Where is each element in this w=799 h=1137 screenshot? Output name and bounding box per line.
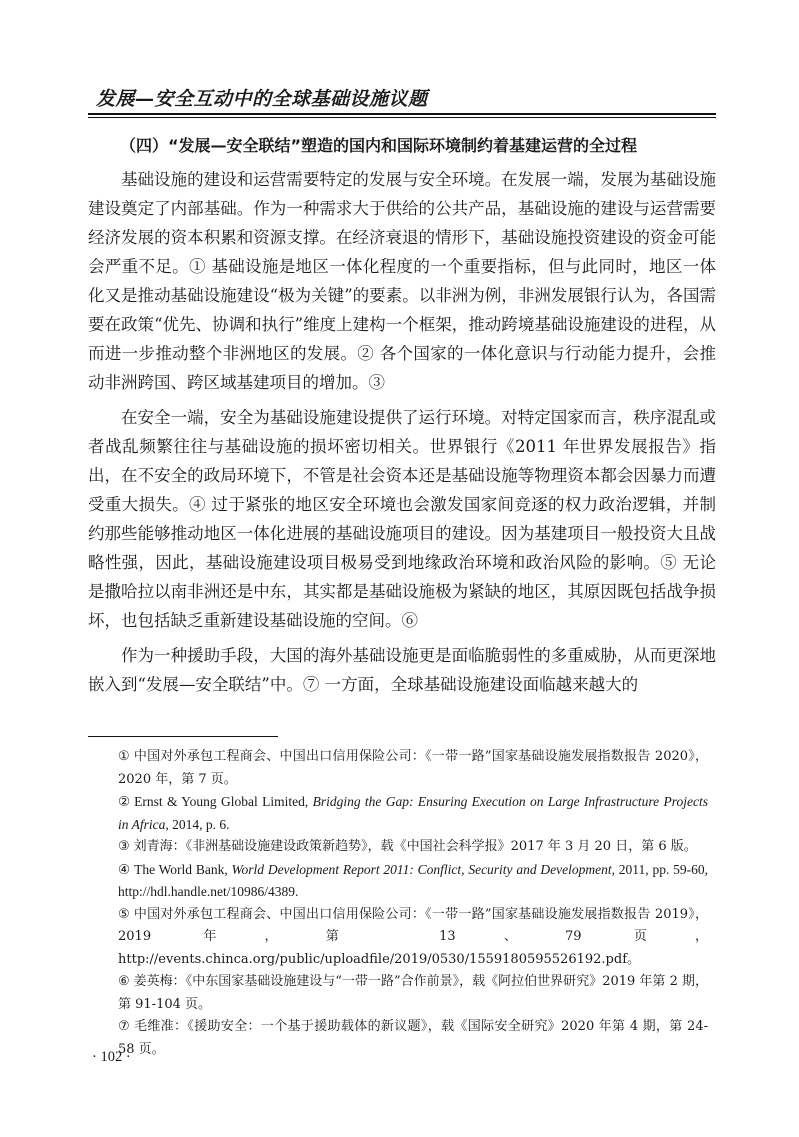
footnote-author: Ernst & Young Global Limited, xyxy=(134,794,313,809)
footnote-3 xyxy=(88,836,708,859)
footnote-text: 毛维准：《援助安全：一个基于援助载体的新议题》，载《国际安全研究》2020 年第 4 期，第 24-58 页。 xyxy=(118,1019,708,1057)
footnote-marker: ① xyxy=(118,749,130,764)
footnote-text: 姜英梅：《中东国家基础设施建设与“一带一路”合作前景》，载《阿拉伯世界研究》2019 年第 2 期，第 91-104 页。 xyxy=(118,974,708,1012)
footnote-title: World Development Report 2011: Conflict, Security and Development xyxy=(231,861,612,877)
footnote-separator xyxy=(88,736,278,737)
section-heading: （四）“发展—安全联结”塑造的国内和国际环境制约着基建运营的全过程 xyxy=(120,136,638,155)
footnote-7 xyxy=(88,1016,708,1061)
footnote-author: The World Bank, xyxy=(134,861,232,877)
footnote-marker: ④ xyxy=(118,861,131,877)
footnote-marker: ② xyxy=(118,794,131,809)
footnote-marker: ⑥ xyxy=(118,974,130,989)
body-paragraph-1: 基础设施的建设和运营需要特定的发展与安全环境。在发展一端，发展为基础设施建设奠定了内部基础。作为一种需求大于供给的公共产品，基础设施的建设与运营需要经济发展的资本积累和资源支撑。在经济衰退的情形下，基础设施投资建设的资金可能会严重不足。① 基础设施是地区一体化程度的一个重要指标，但与此同时，地区一体化又是推动基础设施建设“极为关键”的要素。以非洲为例，非洲发展银行认为，各国需要在政策“优先、协调和执行”维度上建构一个框架，推动跨境基础设施建设的进程，从而进一步推动整个非洲地区的发展。② 各个国家的一体化意识与行动能力提升，会推动非洲跨国、跨区域基建项目的增加。③ xyxy=(88,170,716,392)
body-paragraph-2: 在安全一端，安全为基础设施建设提供了运行环境。对特定国家而言，秩序混乱或者战乱频繁往往与基础设施的损坏密切相关。世界银行《2011 年世界发展报告》指出，在不安全的政局环境下，不管是社会资本还是基础设施等物理资本都会因暴力而遭受重大损失。④ 过于紧张的地区安全环境也会激发国家间竞逐的权力政治逻辑，并制约那些能够推动地区一体化进展的基础设施项目的建设。因为基建项目一般投资大且战略性强，因此，基础设施建设项目极易受到地缘政治环境和政治风险的影响。⑤ 无论是撒哈拉以南非洲还是中东，其实都是基础设施极为紧缺的地区，其原因既包括战争损坏，也包括缺乏重新建设基础设施的空间。⑥ xyxy=(88,408,716,630)
footnote-5 xyxy=(88,904,708,972)
footnote-text: 中国对外承包工程商会、中国出口信用保险公司：《一带一路”国家基础设施发展指数报告 2020》，2020 年，第 7 页。 xyxy=(118,749,708,787)
footnote-4 xyxy=(88,859,708,904)
main-text xyxy=(88,130,716,699)
footnote-text: 中国对外承包工程商会、中国出口信用保险公司：《一带一路”国家基础设施发展指数报告 2019》，2019 年，第 13、79 页，http://events.chinca.org/public/uploadfile/2019/0530/1559180595526192.pdf。 xyxy=(118,906,708,967)
page-number: · 102 · xyxy=(92,1049,131,1065)
footnote-2 xyxy=(88,791,708,836)
header-rule xyxy=(88,113,716,115)
footnote-text: 刘青海：《非洲基础设施建设政策新趋势》，载《中国社会科学报》2017 年 3 月 20 日，第 6 版。 xyxy=(133,839,697,854)
footnote-marker: ⑦ xyxy=(118,1019,130,1034)
header-rule-thin xyxy=(88,117,716,118)
footnotes xyxy=(88,746,708,1061)
footnote-citation: , 2014, p. 6. xyxy=(165,816,230,832)
footnote-title: Bridging the Gap: Ensuring Execution on Large Infrastructure Projects in Africa xyxy=(118,794,709,832)
footnote-citation: , 2011, pp. 59-60, http://hdl.handle.net/10986/4389. xyxy=(118,861,708,899)
body-paragraph-3: 作为一种援助手段，大国的海外基础设施更是面临脆弱性的多重威胁，从而更深地嵌入到“发展—安全联结”中。⑦ 一方面，全球基础设施建设面临越来越大的 xyxy=(88,646,716,694)
footnote-1 xyxy=(88,746,708,791)
footnote-marker: ③ xyxy=(118,839,130,854)
footnote-marker: ⑤ xyxy=(118,906,130,922)
footnote-6 xyxy=(88,971,708,1016)
running-header: 发展—安全互动中的全球基础设施议题 xyxy=(96,88,428,110)
